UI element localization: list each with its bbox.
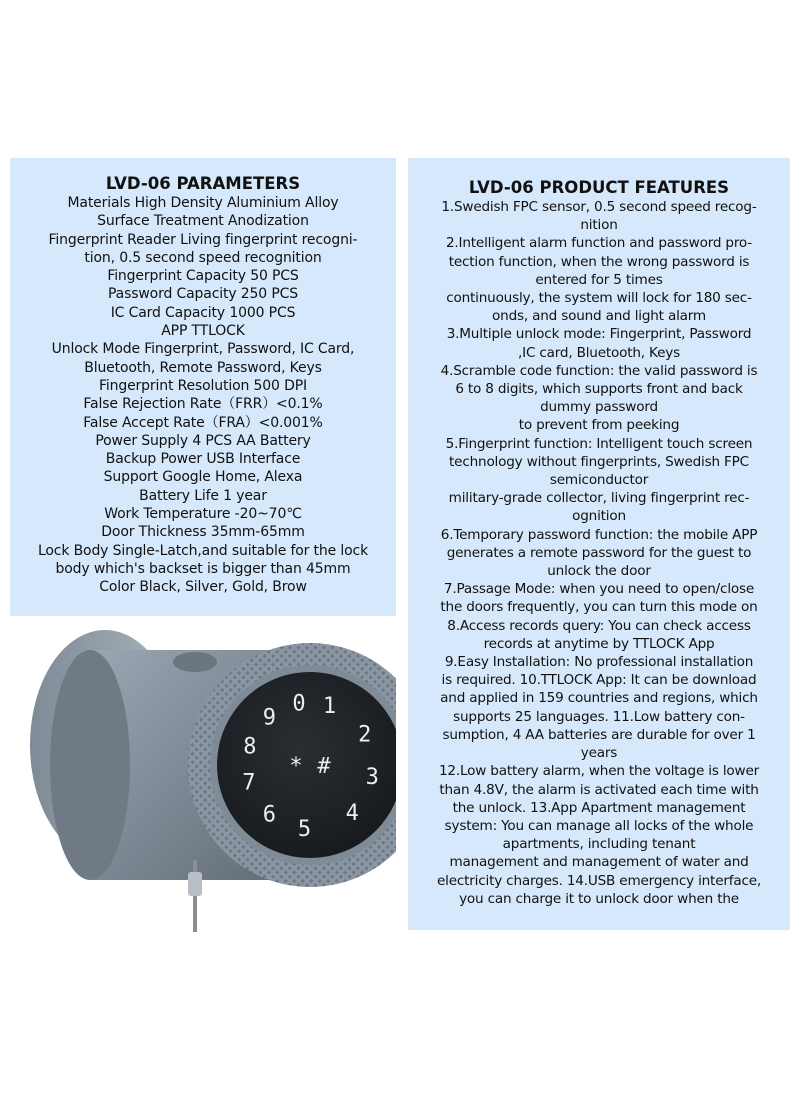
features-line: onds, and sound and light alarm — [492, 308, 706, 325]
fingerprint-sensor — [173, 652, 217, 672]
features-line: to prevent from peeking — [518, 417, 680, 434]
lock-cylinder-end — [50, 650, 130, 880]
params-line: False Accept Rate（FRA）<0.001% — [83, 414, 323, 431]
params-line: IC Card Capacity 1000 PCS — [110, 304, 296, 321]
keypad-key: 7 — [242, 770, 256, 796]
features-line: semiconductor — [549, 472, 649, 489]
features-line: 6 to 8 digits, which supports front and back — [455, 381, 743, 398]
keypad-key: 2 — [358, 722, 372, 748]
keypad-key: 1 — [322, 693, 337, 719]
keypad-key: # — [317, 754, 331, 779]
params-line: Password Capacity 250 PCS — [107, 286, 298, 303]
params-line: Unlock Mode Fingerprint, Password, IC Card, — [51, 341, 355, 358]
features-title: LVD-06 PRODUCT FEATURES — [468, 178, 730, 197]
params-line: Materials High Density Aluminium Alloy — [67, 195, 339, 211]
params-line: Backup Power USB Interface — [105, 451, 301, 468]
product-photo — [10, 620, 396, 932]
params-line: Door Thickness 35mm-65mm — [101, 524, 305, 541]
features-line: 2.Intelligent alarm function and password pro- — [445, 235, 753, 252]
params-line: Power Supply 4 PCS AA Battery — [95, 432, 311, 449]
features-line: electricity charges. 14.USB emergency interface, — [436, 872, 762, 889]
features-line: ognition — [572, 508, 626, 525]
params-line: APP TTLOCK — [161, 323, 245, 340]
features-line: 5.Fingerprint function: Intelligent touch screen — [445, 435, 753, 452]
features-line: continuously, the system will lock for 180 sec- — [446, 290, 752, 307]
features-line: 12.Low battery alarm, when the voltage is lower — [438, 763, 760, 780]
smart-lock-image — [10, 620, 396, 932]
features-line: entered for 5 times — [535, 271, 663, 288]
features-line: the doors frequently, you can turn this mode on — [440, 599, 758, 616]
key — [188, 872, 202, 896]
keypad-key: 6 — [262, 802, 277, 828]
params-line: Fingerprint Reader Living fingerprint recogni- — [48, 231, 358, 248]
features-line: management and management of water and — [449, 854, 749, 871]
params-line: Work Temperature -20~70℃ — [104, 506, 302, 523]
params-line: Surface Treatment Anodization — [97, 213, 309, 230]
features-line: system: You can manage all locks of the whole — [444, 817, 754, 834]
features-line: the unlock. 13.App Apartment management — [452, 799, 746, 816]
features-line: nition — [580, 217, 618, 234]
keypad-key: 9 — [262, 705, 277, 731]
features-line: apartments, including tenant — [502, 836, 696, 853]
features-line: military-grade collector, living fingerprint rec- — [448, 490, 750, 507]
features-line: and applied in 159 countries and regions, which — [440, 690, 758, 707]
features-line: 3.Multiple unlock mode: Fingerprint, Password — [446, 326, 752, 343]
features-line: generates a remote password for the guest to — [446, 544, 752, 561]
params-line: Support Google Home, Alexa — [103, 469, 303, 486]
parameters-list — [10, 194, 396, 597]
features-line: is required. 10.TTLOCK App: It can be download — [441, 672, 757, 689]
params-line: False Rejection Rate（FRR）<0.1% — [83, 396, 323, 413]
keypad-key: 4 — [345, 801, 359, 826]
parameters-title: LVD-06 PARAMETERS — [105, 174, 301, 193]
features-line: you can charge it to unlock door when the — [459, 890, 739, 907]
features-line: dummy password — [540, 399, 658, 416]
parameters-panel — [10, 158, 396, 616]
params-line: Color Black, Silver, Gold, Brow — [99, 579, 307, 596]
keypad-key: * — [289, 754, 303, 779]
params-line: tion, 0.5 second speed recognition — [84, 249, 322, 266]
features-line: unlock the door — [547, 563, 651, 580]
params-line: Fingerprint Resolution 500 DPI — [98, 377, 308, 394]
features-line: 7.Passage Mode: when you need to open/close — [443, 581, 755, 598]
features-line: years — [580, 745, 618, 762]
features-panel — [408, 158, 790, 930]
keypad-key: 3 — [365, 765, 379, 790]
keypad-key: 5 — [297, 817, 312, 842]
features-line: 4.Scramble code function: the valid password is — [440, 362, 758, 379]
features-line: records at anytime by TTLOCK App — [483, 635, 715, 652]
features-line: 9.Easy Installation: No professional installation — [444, 654, 754, 671]
params-line: Bluetooth, Remote Password, Keys — [84, 359, 322, 376]
features-line: 1.Swedish FPC sensor, 0.5 second speed recog- — [441, 199, 757, 215]
keypad-key: 8 — [243, 734, 257, 760]
keypad-key: 0 — [292, 691, 306, 717]
features-line: than 4.8V, the alarm is activated each time with — [439, 781, 759, 798]
params-line: body which's backset is bigger than 45mm — [55, 560, 351, 577]
features-line: tection function, when the wrong password is — [448, 253, 750, 270]
features-line: supports 25 languages. 11.Low battery con- — [453, 708, 745, 725]
features-line: 6.Temporary password function: the mobile APP — [440, 526, 758, 543]
features-line: 8.Access records query: You can check access — [447, 617, 751, 634]
features-line: ,IC card, Bluetooth, Keys — [518, 344, 680, 361]
features-line: technology without fingerprints, Swedish FPC — [449, 453, 749, 470]
features-line: sumption, 4 AA batteries are durable for over 1 — [442, 726, 756, 743]
params-line: Battery Life 1 year — [139, 487, 267, 504]
params-line: Lock Body Single-Latch,and suitable for the lock — [37, 542, 369, 559]
features-list — [408, 198, 790, 908]
params-line: Fingerprint Capacity 50 PCS — [107, 268, 299, 285]
